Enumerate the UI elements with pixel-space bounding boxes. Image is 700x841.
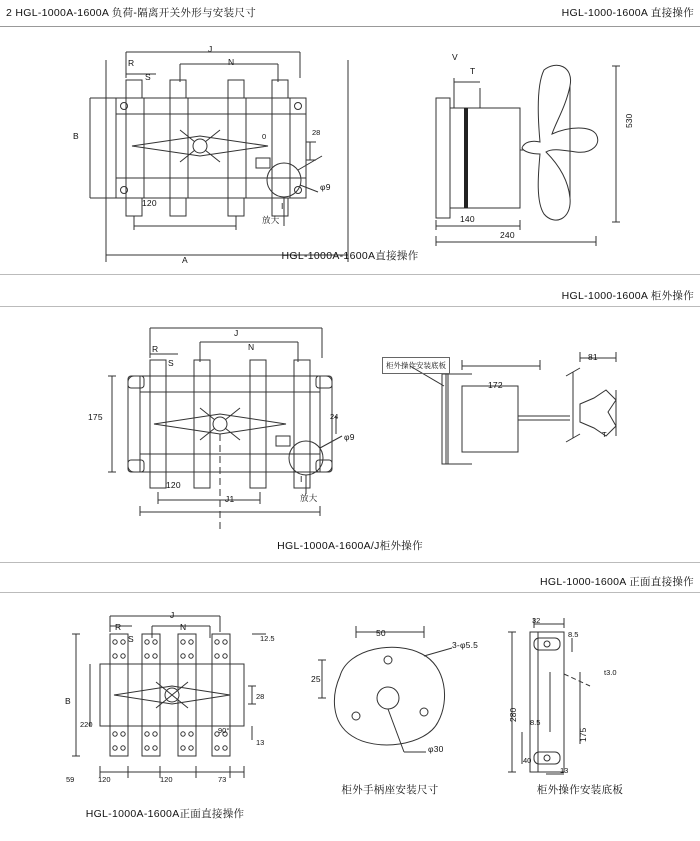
dim-J-s3: J	[170, 610, 175, 620]
dim-R-s1: R	[128, 58, 135, 68]
dim-B-s1: B	[73, 131, 79, 141]
caption-section-3-middle: 柜外手柄座安装尺寸	[341, 784, 439, 796]
dim-73-s3: 73	[218, 775, 227, 784]
page-header	[0, 0, 700, 27]
dim-N-s3: N	[180, 622, 187, 632]
dim-3phi55-s3m: 3-φ5.5	[452, 640, 479, 650]
dim-59-s3: 59	[66, 775, 75, 784]
dim-172-s2: 172	[488, 380, 503, 390]
dim-T-s2: T	[602, 430, 607, 439]
dim-32-s3r: 32	[532, 616, 541, 625]
dim-T-s1: T	[470, 66, 476, 76]
dim-R-s3: R	[115, 622, 122, 632]
dim-12-5-s3: 12.5	[260, 634, 275, 643]
dim-J-s1: J	[208, 44, 213, 54]
dim-120-s2: 120	[166, 480, 181, 490]
dim-J1-s2: J1	[225, 494, 235, 504]
dim-530-s1: 530	[624, 113, 634, 128]
dim-phi9-s1: φ9	[320, 182, 331, 192]
header-title-right: HGL-1000-1600A 直接操作	[561, 7, 694, 19]
dim-13-s3: 13	[256, 738, 265, 747]
dim-R-s2: R	[152, 344, 159, 354]
dim-S-s1: S	[145, 72, 151, 82]
section-3-label: HGL-1000-1600A 正面直接操作	[540, 576, 694, 588]
dim-175-s2: 175	[88, 412, 103, 422]
section-divider-1	[0, 274, 700, 275]
section-divider-3	[0, 562, 700, 563]
section-2-label: HGL-1000-1600A 柜外操作	[561, 290, 694, 302]
dim-0-s1: 0	[262, 132, 267, 141]
dim-120-s1: 120	[142, 198, 157, 208]
dim-N-s1: N	[228, 57, 235, 67]
dim-24-s2: 24	[330, 412, 339, 421]
caption-section-2: HGL-1000A-1600A/J柜外操作	[277, 540, 423, 552]
label-mounting-plate-s2: 柜外操作安装底板	[382, 357, 450, 374]
dim-85b-s3r: 8.5	[530, 718, 541, 727]
dim-I-s2: I	[300, 474, 303, 484]
dim-enlarge-s2: 放大	[300, 493, 318, 503]
section-divider-4	[0, 592, 700, 593]
dim-I-s1: I	[281, 201, 284, 211]
dim-28-s1: 28	[312, 128, 321, 137]
dim-enlarge-s1: 放大	[262, 215, 280, 225]
section2-left-drawing	[70, 316, 410, 536]
dim-S-s2: S	[168, 358, 174, 368]
dim-240-s1: 240	[500, 230, 515, 240]
dim-V-s1: V	[452, 52, 458, 62]
dim-85a-s3r: 8.5	[568, 630, 579, 639]
dim-25-s3m: 25	[311, 674, 321, 684]
caption-section-3-left: HGL-1000A-1600A正面直接操作	[85, 808, 245, 820]
dim-28-s3: 28	[256, 692, 265, 701]
dim-50-s3m: 50	[376, 628, 386, 638]
dim-J-s2: J	[234, 328, 239, 338]
section1-right-drawing	[420, 30, 650, 260]
dim-175-s3r: 175	[578, 727, 588, 742]
dim-140-s1: 140	[460, 214, 475, 224]
dim-90deg-s3: 90°	[218, 726, 230, 735]
dim-220-s3: 220	[80, 720, 93, 729]
section-divider-2	[0, 306, 700, 307]
header-title-left: 2 HGL-1000A-1600A 负荷-隔离开关外形与安装尺寸	[6, 7, 256, 19]
caption-section-3-right: 柜外操作安装底板	[536, 784, 624, 796]
dim-120b-s3: 120	[160, 775, 173, 784]
section2-right-drawing	[430, 346, 660, 496]
dim-40-s3r: 40	[523, 756, 532, 765]
dim-A-s1: A	[182, 255, 188, 265]
dim-phi9-s2: φ9	[344, 432, 355, 442]
dim-13-s3r: 13	[560, 766, 569, 775]
dim-S-s3: S	[128, 634, 134, 644]
dim-B-s3: B	[65, 696, 71, 706]
dim-280-s3r: 280	[508, 707, 518, 722]
dim-phi30-s3m: φ30	[428, 744, 444, 754]
dim-81-s2: 81	[588, 352, 598, 362]
dim-t30-s3r: t3.0	[604, 668, 617, 677]
caption-section-1: HGL-1000A-1600A直接操作	[281, 250, 419, 262]
dim-120a-s3: 120	[98, 775, 111, 784]
dim-N-s2: N	[248, 342, 255, 352]
section3-right-drawing	[490, 612, 670, 782]
